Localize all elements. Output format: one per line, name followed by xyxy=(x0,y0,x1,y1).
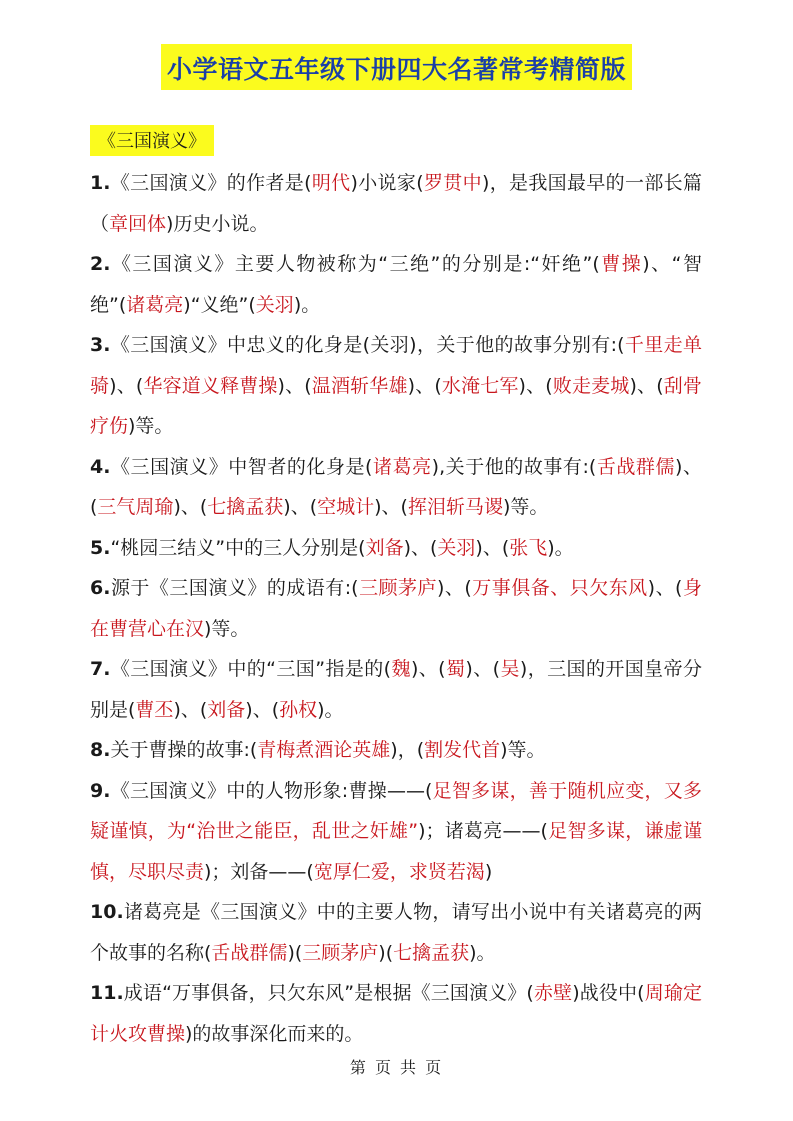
question-text: 《三国演义》主要人物被称为“三绝”的分别是:“奸绝”( xyxy=(110,253,600,275)
answer-text: 宽厚仁爱，求贤若渴 xyxy=(313,860,485,883)
answer-text: 蜀 xyxy=(445,658,466,680)
question-number: 2. xyxy=(90,253,111,275)
question-list xyxy=(90,163,702,1054)
question-text: )。 xyxy=(293,293,321,316)
question-text: 《三国演义》中忠义的化身是(关羽)，关于他的故事分别有:( xyxy=(110,334,625,356)
question-item xyxy=(90,892,702,973)
answer-text: 周瑜定计火攻曹操 xyxy=(90,982,702,1045)
question-text: )、( xyxy=(173,496,208,518)
answer-text: 曹操 xyxy=(599,253,643,275)
question-text: )、( xyxy=(518,374,553,397)
question-text: )，三国的开国皇帝分别是( xyxy=(90,658,702,721)
question-text: 《三国演义》中的人物形象:曹操——( xyxy=(110,779,433,802)
answer-text: 七擒孟获 xyxy=(393,941,470,964)
question-text: )等。 xyxy=(502,496,549,518)
question-text: 关于曹操的故事:( xyxy=(110,739,258,761)
question-text: 诸葛亮是《三国演义》中的主要人物，请写出小说中有关诸葛亮的两个故事的名称( xyxy=(90,901,702,964)
answer-text: 青梅煮酒论英雄 xyxy=(257,739,391,761)
question-text: 成语“万事俱备，只欠东风”是根据《三国演义》( xyxy=(123,982,534,1004)
answer-text: 三气周瑜 xyxy=(97,496,174,518)
answer-text: 华容道义释曹操 xyxy=(143,374,278,397)
question-text: )、( xyxy=(374,496,408,518)
question-text: )、( xyxy=(410,658,446,680)
question-text: )的故事深化而来的。 xyxy=(185,1022,364,1045)
question-text: )，( xyxy=(390,739,425,761)
question-text: )；刘备——( xyxy=(204,860,314,883)
answer-text: 关羽 xyxy=(437,536,476,559)
question-text: )等。 xyxy=(500,739,546,761)
question-number: 5. xyxy=(90,536,111,559)
question-text: )等。 xyxy=(128,415,174,437)
question-text: )、“智绝”( xyxy=(90,253,702,316)
answer-text: 刘备 xyxy=(365,536,404,559)
answer-text: 败走麦城 xyxy=(552,374,630,397)
question-number: 3. xyxy=(90,334,111,356)
question-text: )。 xyxy=(547,536,574,559)
question-text: ) xyxy=(484,860,493,883)
question-text: )、( xyxy=(283,496,318,518)
answer-text: 诸葛亮 xyxy=(126,293,184,316)
title-container xyxy=(0,44,793,90)
question-item xyxy=(90,528,702,569)
question-text: 《三国演义》中智者的化身是( xyxy=(110,455,373,478)
question-text: )、( xyxy=(90,455,702,518)
answer-text: 身在曹营心在汉 xyxy=(90,577,702,640)
question-text: )、( xyxy=(109,374,144,397)
question-number: 1. xyxy=(90,172,111,194)
question-text: )、( xyxy=(475,536,510,559)
question-number: 11. xyxy=(90,982,124,1004)
question-text: “桃园三结义”中的三人分别是( xyxy=(110,536,366,559)
answer-text: 千里走单骑 xyxy=(90,334,702,397)
answer-text: 足智多谋，谦虚谨慎，尽职尽责 xyxy=(90,820,702,883)
question-text: )、( xyxy=(407,374,442,397)
answer-text: 三顾茅庐 xyxy=(358,577,438,599)
question-item xyxy=(90,244,702,325)
question-item xyxy=(90,447,702,528)
question-text: )；诸葛亮——( xyxy=(418,820,548,842)
question-item xyxy=(90,568,702,649)
answer-text: 明代 xyxy=(311,172,351,194)
answer-text: 三顾茅庐 xyxy=(302,941,379,964)
question-text: )、( xyxy=(403,536,438,559)
question-text: )、( xyxy=(277,374,312,397)
answer-text: 水淹七军 xyxy=(441,374,519,397)
question-number: 10. xyxy=(90,901,124,923)
question-item xyxy=(90,163,702,244)
answer-text: 刘备 xyxy=(207,698,246,721)
answer-text: 空城计 xyxy=(317,496,375,518)
page-title: 小学语文五年级下册四大名著常考精简版 xyxy=(161,44,632,90)
answer-text: 诸葛亮 xyxy=(372,455,432,478)
question-text: )( xyxy=(378,941,394,964)
answer-text: 章回体 xyxy=(109,212,167,235)
answer-text: 张飞 xyxy=(509,536,548,559)
question-number: 7. xyxy=(90,658,111,680)
question-text: )、( xyxy=(245,698,280,721)
answer-text: 万事俱备、只欠东风 xyxy=(471,577,648,599)
question-text: 《三国演义》的作者是( xyxy=(110,172,312,194)
question-text: ),关于他的故事有:( xyxy=(431,455,597,478)
question-text: )“义绝”( xyxy=(183,293,256,316)
section-heading: 《三国演义》 xyxy=(90,125,214,156)
question-item xyxy=(90,771,702,893)
answer-text: 关羽 xyxy=(255,293,294,316)
question-text: )、( xyxy=(465,658,501,680)
answer-text: 曹丕 xyxy=(135,698,174,721)
answer-text: 舌战群儒 xyxy=(596,455,676,478)
question-text: )、( xyxy=(437,577,472,599)
answer-text: 刮骨疗伤 xyxy=(90,374,702,437)
question-text: )。 xyxy=(469,941,496,964)
answer-text: 割发代首 xyxy=(424,739,501,761)
answer-text: 温酒斩华雄 xyxy=(311,374,408,397)
question-text: 《三国演义》中的“三国”指是的( xyxy=(110,658,392,680)
question-text: )小说家( xyxy=(350,172,424,194)
answer-text: 七擒孟获 xyxy=(207,496,284,518)
answer-text: 魏 xyxy=(391,658,411,680)
question-text: 源于《三国演义》的成语有:( xyxy=(110,577,359,599)
question-text: )、( xyxy=(629,374,664,397)
question-number: 9. xyxy=(90,779,111,802)
question-text: )历史小说。 xyxy=(166,212,269,235)
answer-text: 挥泪斩马谡 xyxy=(407,496,503,518)
question-number: 4. xyxy=(90,455,111,478)
question-text: )( xyxy=(287,941,303,964)
answer-text: 舌战群儒 xyxy=(211,941,288,964)
question-number: 6. xyxy=(90,577,111,599)
question-item xyxy=(90,649,702,730)
question-item xyxy=(90,325,702,447)
question-text: )战役中( xyxy=(572,982,645,1004)
answer-text: 足智多谋，善于随机应变，又多疑谨慎，为“治世之能臣，乱世之奸雄” xyxy=(90,779,702,842)
answer-text: 孙权 xyxy=(279,698,318,721)
question-text: )，是我国最早的一部长篇（ xyxy=(90,172,702,235)
question-item xyxy=(90,973,702,1054)
question-number: 8. xyxy=(90,739,111,761)
page-footer: 第 页 共 页 xyxy=(349,1058,444,1077)
answer-text: 罗贯中 xyxy=(423,172,482,194)
answer-text: 吴 xyxy=(500,658,520,680)
answer-text: 赤壁 xyxy=(533,982,573,1004)
question-text: )、( xyxy=(173,698,208,721)
question-text: )等。 xyxy=(204,617,250,640)
question-text: )。 xyxy=(317,698,344,721)
question-item xyxy=(90,730,702,771)
question-text: )、( xyxy=(647,577,683,599)
